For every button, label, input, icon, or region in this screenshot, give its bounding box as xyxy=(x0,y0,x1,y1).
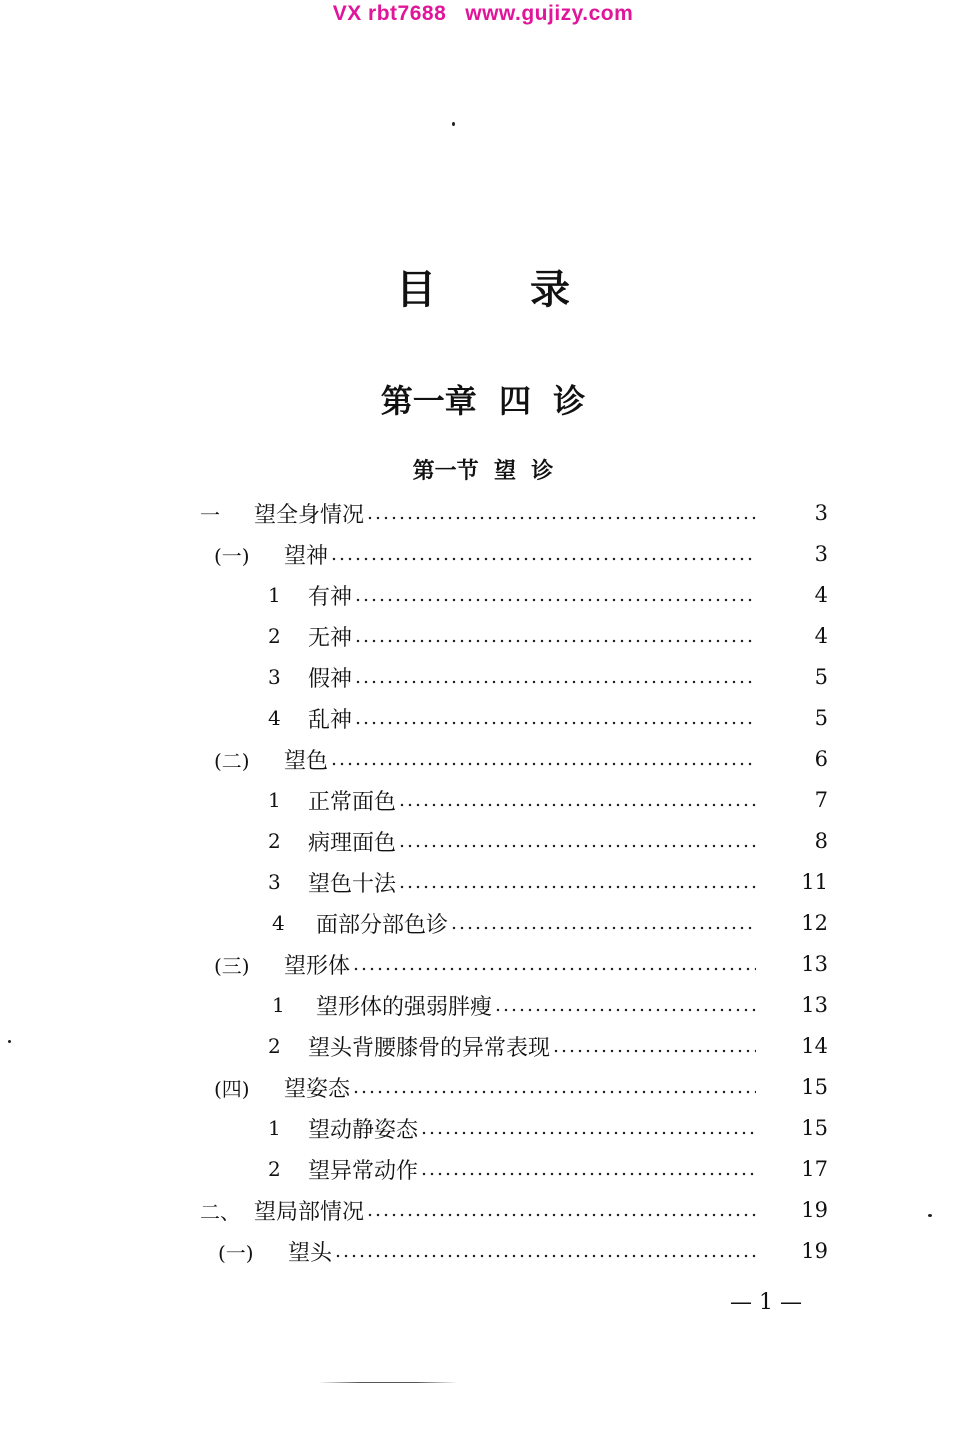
toc-entry-label: 望头 xyxy=(288,1240,333,1266)
toc-entry-number: 一 xyxy=(200,502,220,527)
toc-entry-label: 面部分部色诊 xyxy=(316,912,449,938)
toc-entry-number: 3 xyxy=(268,870,281,894)
toc-leader-dots xyxy=(352,1090,756,1094)
toc-entry-label: 望色 xyxy=(284,748,329,774)
toc-entry xyxy=(272,989,828,1021)
toc-entry-number: (四) xyxy=(214,1076,250,1101)
scan-rule xyxy=(318,1382,458,1383)
toc-entry-label: 望局部情况 xyxy=(254,1199,365,1225)
toc-entry-page: 3 xyxy=(814,542,828,566)
scan-speck xyxy=(8,1040,11,1043)
scan-speck xyxy=(452,122,455,126)
toc-entry-label: 有神 xyxy=(308,584,353,610)
toc-entry-page: 15 xyxy=(801,1116,828,1140)
toc-entry-page: 8 xyxy=(814,829,828,853)
toc-entry-label: 望形体的强弱胖瘦 xyxy=(316,994,493,1020)
toc-entry xyxy=(268,825,828,857)
toc-entry-number: 2 xyxy=(268,1034,281,1058)
toc-leader-dots xyxy=(420,1131,756,1135)
toc-entry xyxy=(268,579,828,611)
toc-entry-number: 1 xyxy=(268,788,281,812)
toc-entry xyxy=(268,702,828,734)
toc-entry-number: 4 xyxy=(268,706,281,730)
toc-entry-number: 1 xyxy=(268,583,281,607)
toc-leader-dots xyxy=(494,1008,756,1012)
toc-entry-label: 无神 xyxy=(308,625,353,651)
toc-entry-label: 望色十法 xyxy=(308,871,397,897)
chapter-heading: 第一章 四 诊 xyxy=(380,382,586,420)
toc-entry-number: 4 xyxy=(272,911,285,935)
toc-entry-label: 望头背腰膝骨的异常表现 xyxy=(308,1035,551,1061)
toc-entry-number: 1 xyxy=(272,993,285,1017)
toc-entry-label: 正常面色 xyxy=(308,789,397,815)
toc-entry-page: 19 xyxy=(801,1198,828,1222)
toc-entry xyxy=(268,620,828,652)
toc-entry-page: 14 xyxy=(801,1034,828,1058)
toc-entry-page: 5 xyxy=(814,706,828,730)
toc-entry xyxy=(218,1235,828,1267)
toc-leader-dots xyxy=(334,1254,756,1258)
toc-entry xyxy=(214,1071,828,1103)
toc-entry-page: 5 xyxy=(814,665,828,689)
toc-entry-label: 假神 xyxy=(308,666,353,692)
toc-leader-dots xyxy=(398,803,756,807)
toc-entry xyxy=(268,1112,828,1144)
toc-entry xyxy=(268,1153,828,1185)
toc-leader-dots xyxy=(354,639,756,643)
scan-speck xyxy=(928,1214,932,1217)
toc-leader-dots xyxy=(552,1049,756,1053)
toc-entry-number: 2 xyxy=(268,829,281,853)
section-heading: 第一节 望 诊 xyxy=(412,458,554,484)
toc-entry-page: 15 xyxy=(801,1075,828,1099)
toc-entry-page: 4 xyxy=(814,624,828,648)
toc-leader-dots xyxy=(330,557,756,561)
toc-leader-dots xyxy=(354,680,756,684)
toc-entry-label: 望动静姿态 xyxy=(308,1117,419,1143)
toc-entry-label: 望形体 xyxy=(284,953,351,979)
toc-entry xyxy=(268,784,828,816)
toc-entry-number: 2 xyxy=(268,1157,281,1181)
toc-entry-label: 望姿态 xyxy=(284,1076,351,1102)
toc-entry-label: 望全身情况 xyxy=(254,502,365,528)
toc-leader-dots xyxy=(450,926,756,930)
toc-entry-number: 2 xyxy=(268,624,281,648)
toc-entry-label: 乱神 xyxy=(308,707,353,733)
toc-entry-number: 3 xyxy=(268,665,281,689)
toc-leader-dots xyxy=(366,1213,756,1217)
toc-leader-dots xyxy=(398,844,756,848)
page-title: 目 录 xyxy=(396,266,610,313)
toc-entry-page: 3 xyxy=(814,501,828,525)
toc-leader-dots xyxy=(354,598,756,602)
toc-leader-dots xyxy=(354,721,756,725)
toc-entry xyxy=(272,907,828,939)
toc-entry-label: 病理面色 xyxy=(308,830,397,856)
toc-entry-label: 望异常动作 xyxy=(308,1158,419,1184)
toc-entry-page: 6 xyxy=(814,747,828,771)
toc-entry-page: 17 xyxy=(801,1157,828,1181)
toc-entry xyxy=(200,497,828,529)
toc-entry-page: 13 xyxy=(801,993,828,1017)
toc-entry xyxy=(268,1030,828,1062)
watermark: VX rbt7688 www.gujizy.com xyxy=(332,2,634,25)
toc-entry xyxy=(214,948,828,980)
toc-entry-page: 7 xyxy=(814,788,828,812)
toc-entry-label: 望神 xyxy=(284,543,329,569)
toc-entry xyxy=(200,1194,828,1226)
toc-entry-number: 二、 xyxy=(200,1199,240,1224)
toc-entry xyxy=(214,538,828,570)
toc-entry-page: 19 xyxy=(801,1239,828,1263)
toc-leader-dots xyxy=(330,762,756,766)
toc-leader-dots xyxy=(420,1172,756,1176)
page-number: — 1 — xyxy=(730,1290,802,1315)
toc-entry xyxy=(268,661,828,693)
toc-leader-dots xyxy=(352,967,756,971)
toc-entry xyxy=(268,866,828,898)
toc-entry-number: 1 xyxy=(268,1116,281,1140)
toc-entry-page: 11 xyxy=(801,870,828,894)
toc-leader-dots xyxy=(398,885,756,889)
toc-entry-page: 12 xyxy=(801,911,828,935)
toc-entry-number: (二) xyxy=(214,748,250,773)
toc-entry-number: (一) xyxy=(218,1240,254,1265)
toc-entry-page: 13 xyxy=(801,952,828,976)
toc-entry-number: (三) xyxy=(214,953,250,978)
toc-entry xyxy=(214,743,828,775)
toc-entry-page: 4 xyxy=(814,583,828,607)
toc-leader-dots xyxy=(366,516,756,520)
toc-entry-number: (一) xyxy=(214,543,250,568)
